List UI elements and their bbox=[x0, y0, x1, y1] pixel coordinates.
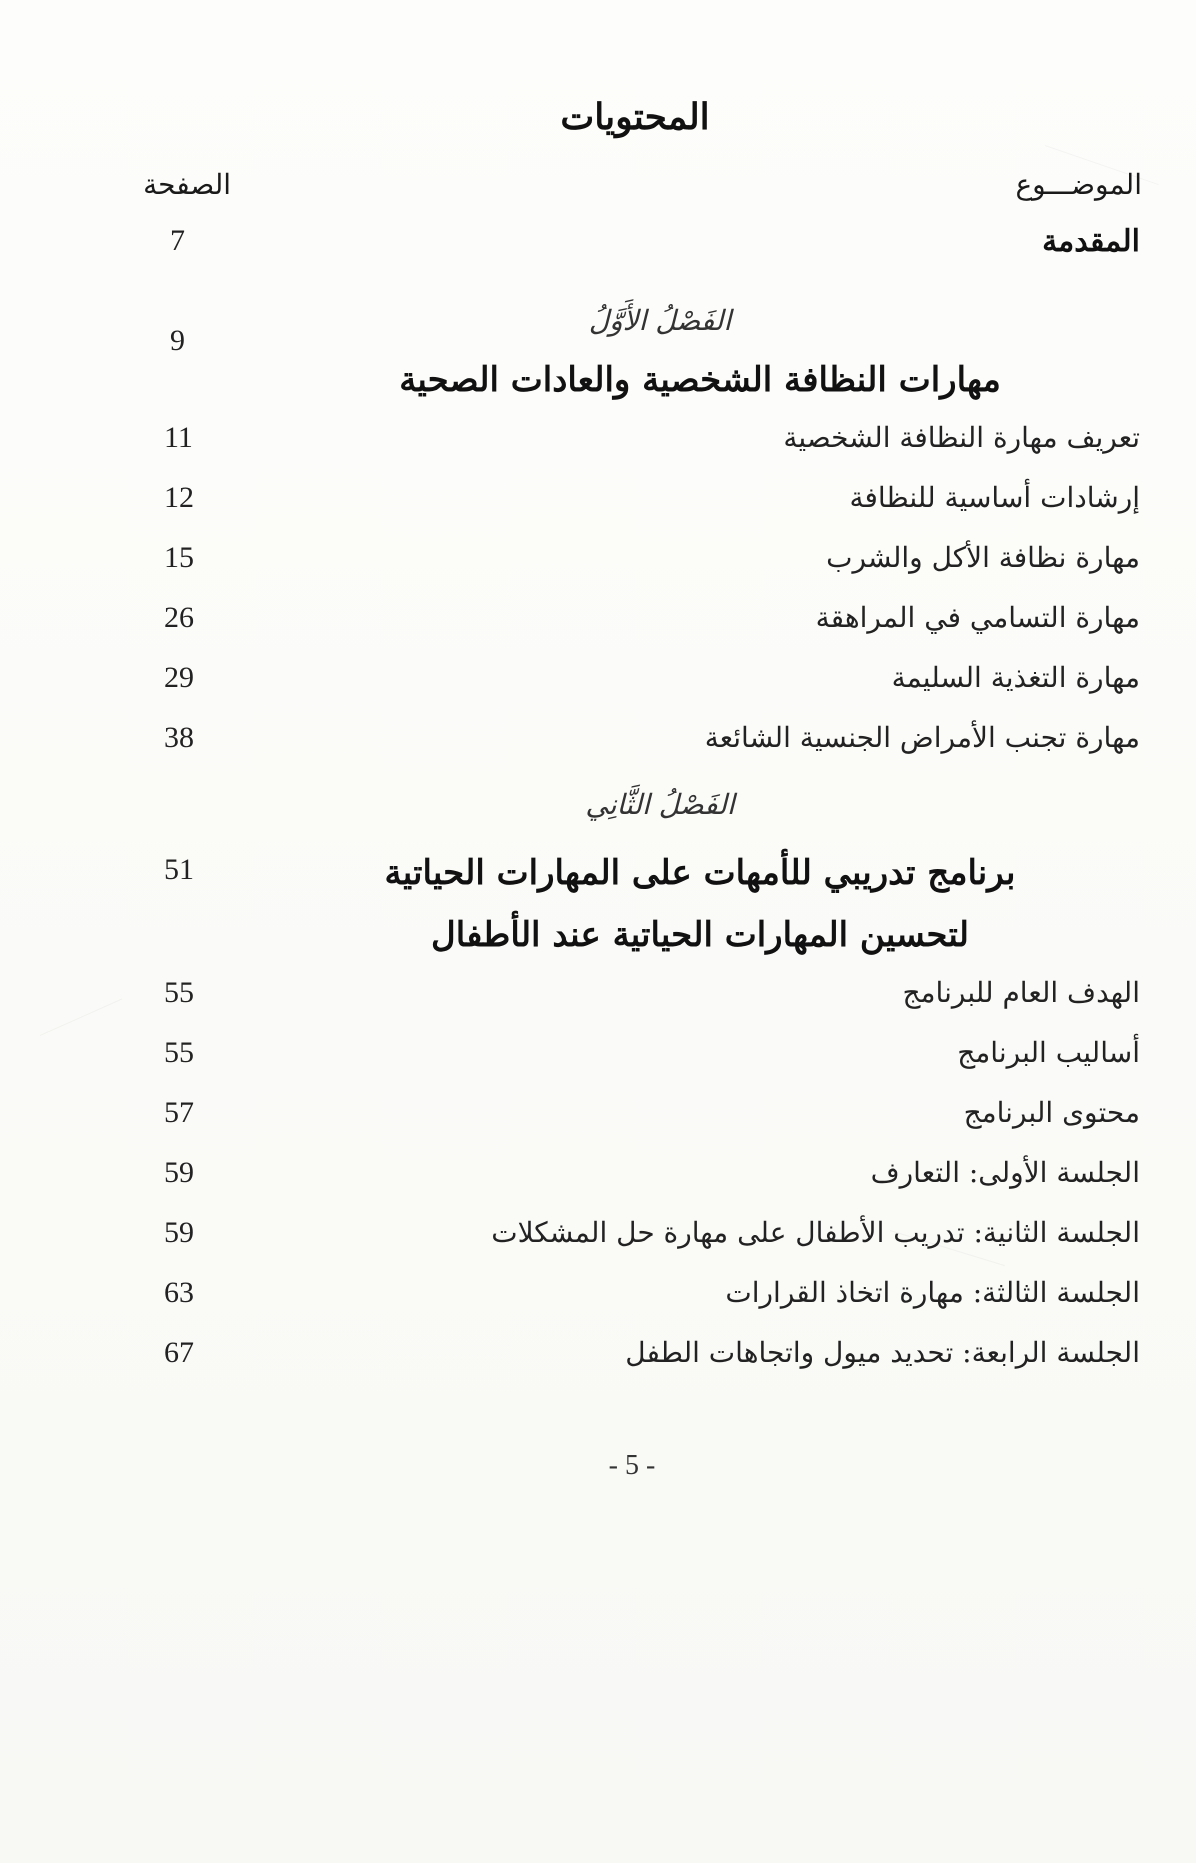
chapter-one-item-page: 29 bbox=[164, 661, 194, 694]
intro-page-number: 7 bbox=[170, 224, 185, 257]
chapter-one-label: الفَصْلُ الأَوَّلُ bbox=[588, 304, 732, 337]
chapter-two-item-page: 55 bbox=[164, 1036, 194, 1069]
chapter-two-item: الجلسة الثالثة: مهارة اتخاذ القرارات bbox=[725, 1276, 1140, 1309]
chapter-one-item-page: 12 bbox=[164, 481, 194, 514]
page-title: المحتويات bbox=[560, 96, 710, 138]
chapter-one-item: مهارة نظافة الأكل والشرب bbox=[826, 541, 1140, 574]
chapter-two-item: الجلسة الثانية: تدريب الأطفال على مهارة حل المشكلات bbox=[491, 1216, 1140, 1249]
chapter-two-title-line-2: لتحسين المهارات الحياتية عند الأطفال bbox=[431, 915, 969, 955]
chapter-one-item: مهارة التغذية السليمة bbox=[891, 661, 1140, 694]
header-page: الصفحة bbox=[143, 168, 231, 201]
chapter-two-item: أساليب البرنامج bbox=[957, 1036, 1140, 1069]
chapter-two-title-line-1: برنامج تدريبي للأمهات على المهارات الحياتية bbox=[384, 853, 1016, 893]
chapter-one-item-page: 38 bbox=[164, 721, 194, 754]
intro-entry: المقدمة bbox=[1042, 224, 1140, 259]
chapter-one-title: مهارات النظافة الشخصية والعادات الصحية bbox=[399, 360, 1001, 400]
chapter-two-item-page: 55 bbox=[164, 976, 194, 1009]
header-topic: الموضـــوع bbox=[1015, 168, 1142, 201]
chapter-one-item-page: 26 bbox=[164, 601, 194, 634]
chapter-two-item: الجلسة الرابعة: تحديد ميول واتجاهات الطفل bbox=[625, 1336, 1140, 1369]
chapter-two-item-page: 63 bbox=[164, 1276, 194, 1309]
chapter-two-label: الفَصْلُ الثَّانِي bbox=[585, 788, 735, 821]
chapter-one-item-page: 15 bbox=[164, 541, 194, 574]
scan-streak bbox=[40, 998, 123, 1036]
chapter-two-item: محتوى البرنامج bbox=[963, 1096, 1140, 1129]
chapter-two-item-page: 59 bbox=[164, 1156, 194, 1189]
chapter-one-item: تعريف مهارة النظافة الشخصية bbox=[783, 421, 1140, 454]
page-number-footer: - 5 - bbox=[608, 1450, 656, 1481]
chapter-one-item: مهارة التسامي في المراهقة bbox=[815, 601, 1140, 634]
chapter-one-item: مهارة تجنب الأمراض الجنسية الشائعة bbox=[704, 721, 1140, 754]
chapter-two-item: الهدف العام للبرنامج bbox=[902, 976, 1140, 1009]
chapter-one-item-page: 11 bbox=[164, 421, 193, 454]
chapter-two-item-page: 67 bbox=[164, 1336, 194, 1369]
chapter-two-page-number: 51 bbox=[164, 853, 194, 886]
chapter-two-item: الجلسة الأولى: التعارف bbox=[870, 1156, 1140, 1189]
chapter-two-item-page: 57 bbox=[164, 1096, 194, 1129]
chapter-one-item: إرشادات أساسية للنظافة bbox=[849, 481, 1140, 514]
chapter-one-page-number: 9 bbox=[170, 324, 185, 357]
chapter-two-item-page: 59 bbox=[164, 1216, 194, 1249]
